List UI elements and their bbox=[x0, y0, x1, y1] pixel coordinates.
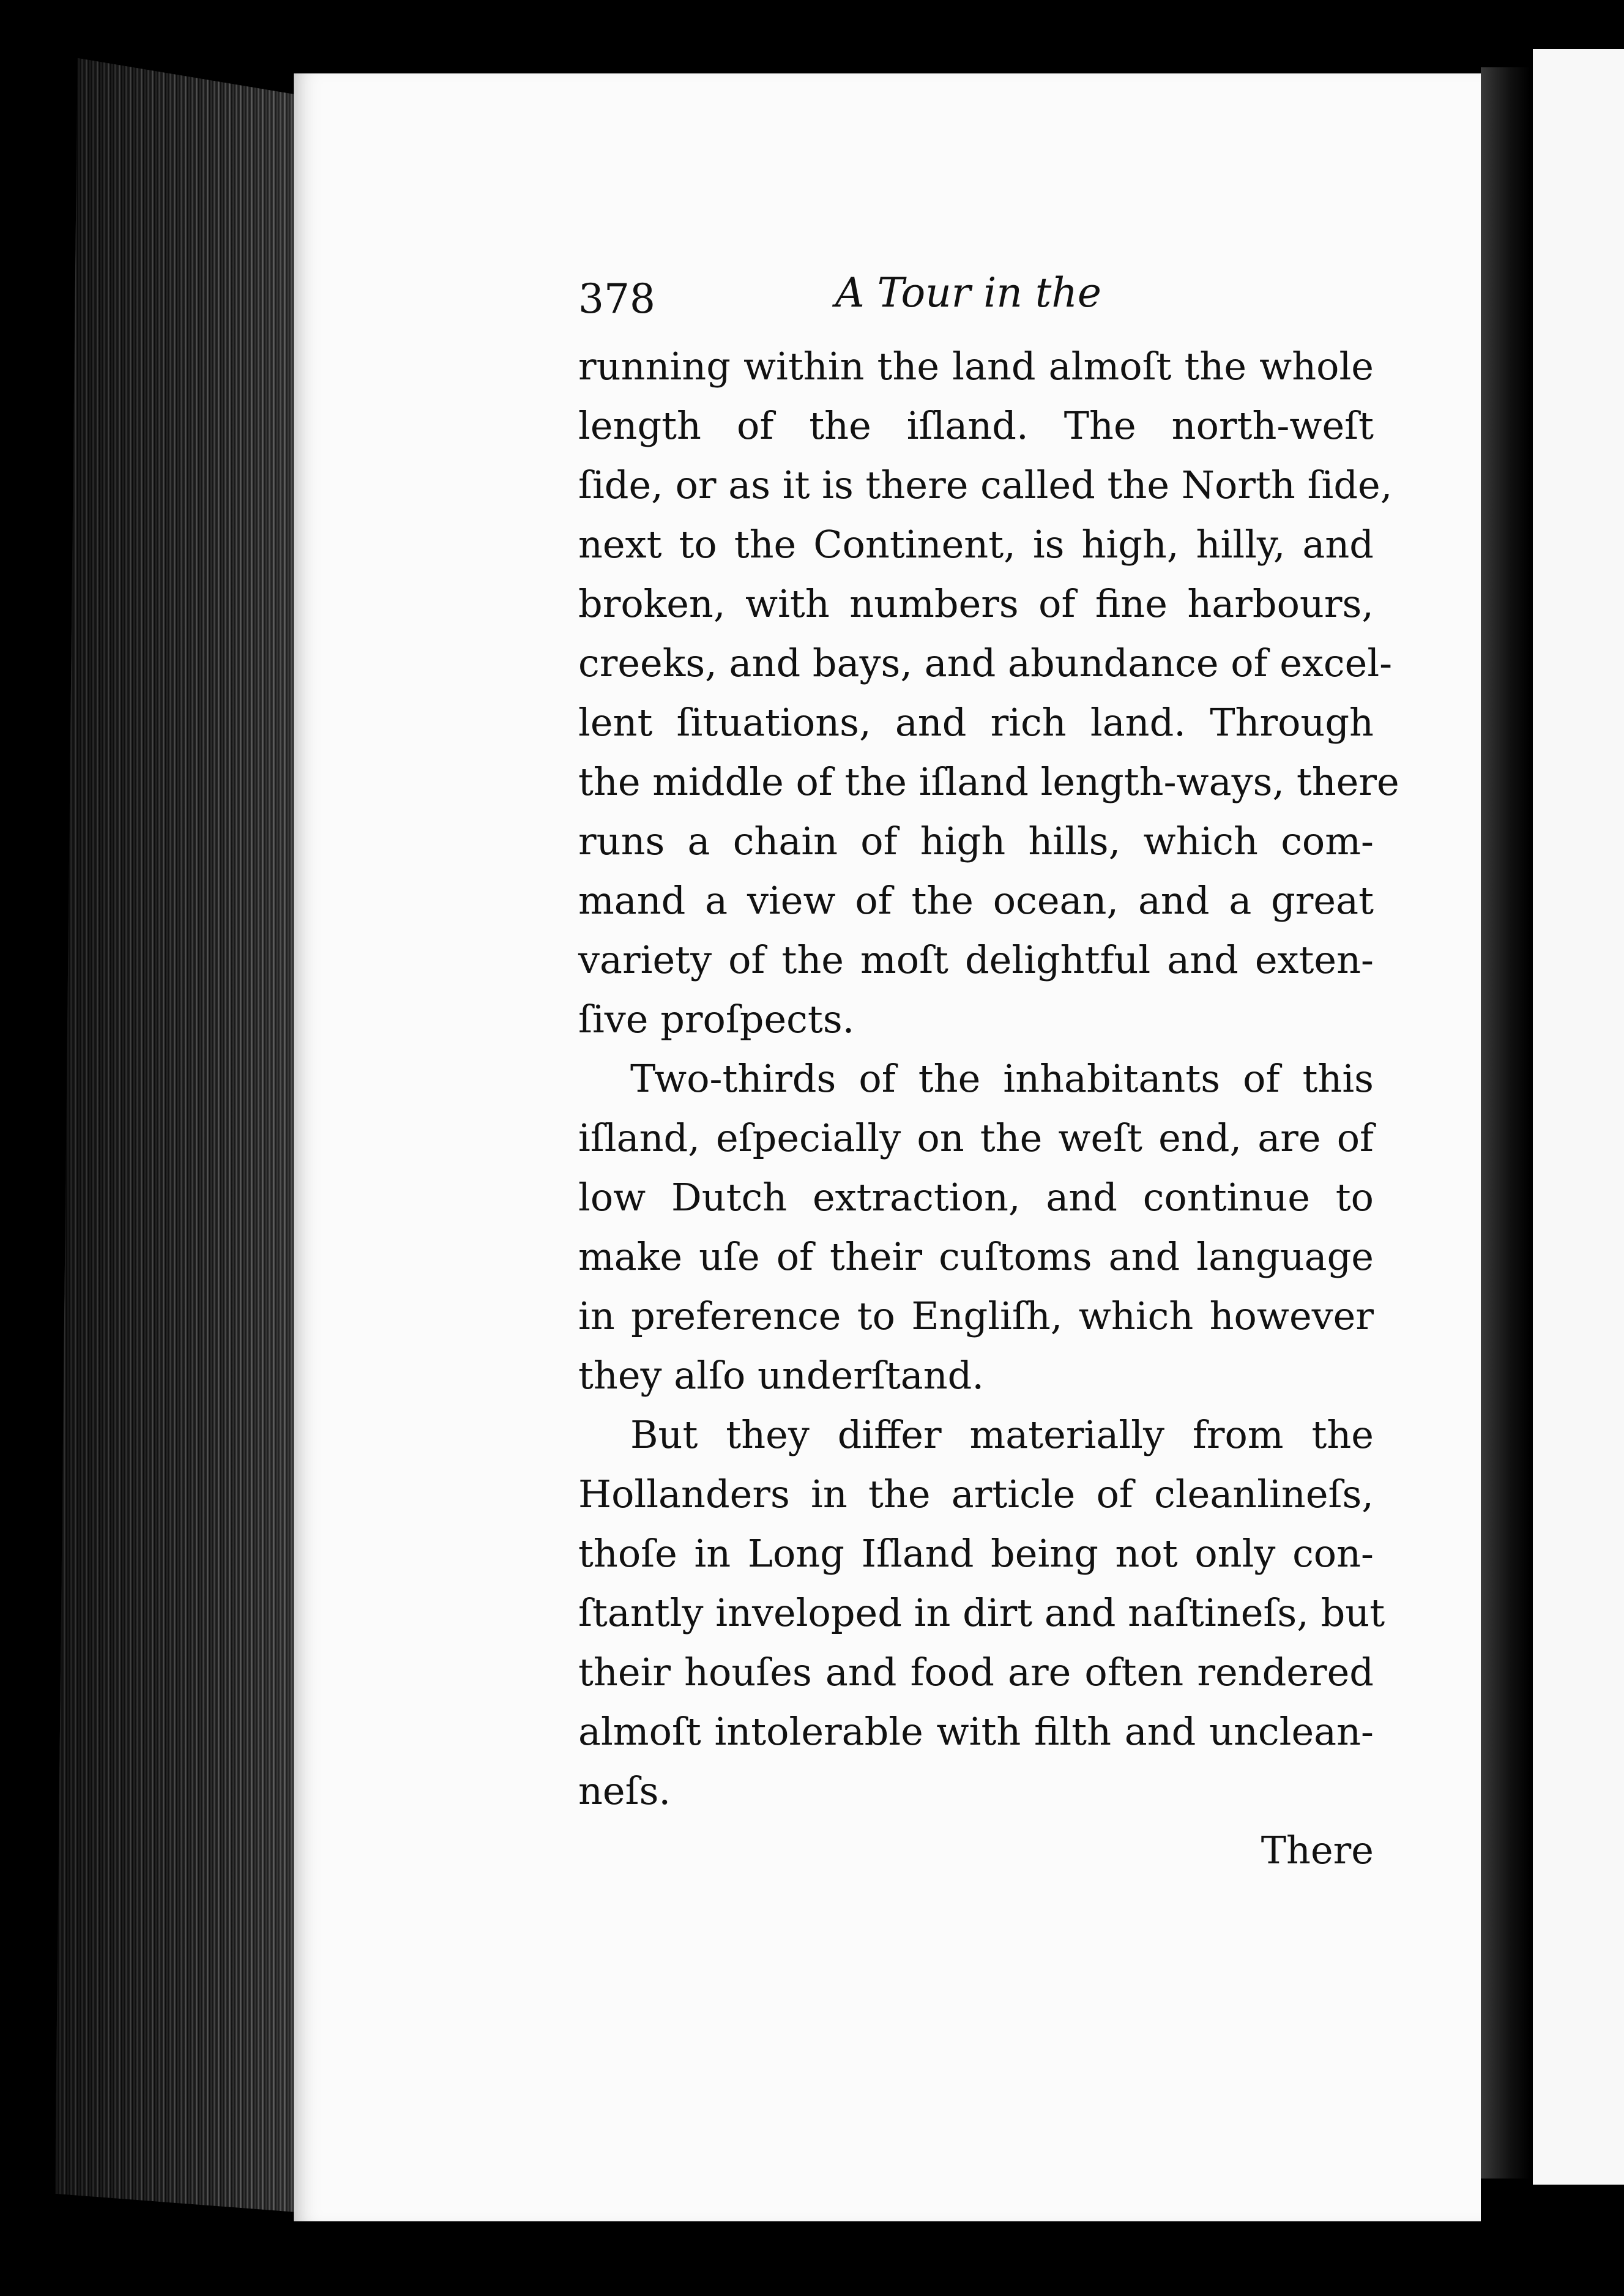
running-head: A Tour in the bbox=[835, 269, 1101, 316]
text-line: Two-thirds of the inhabitants of this bbox=[630, 1056, 1374, 1101]
text-line: variety of the moſt delightful and exten- bbox=[578, 937, 1374, 982]
text-line: ſive proſpects. bbox=[578, 997, 855, 1042]
text-line: in preference to Engliſh, which however bbox=[578, 1294, 1374, 1338]
text-line: the middle of the iſland length-ways, there bbox=[578, 759, 1399, 804]
book-gutter bbox=[1481, 67, 1530, 2179]
text-line: length of the iſland. The north-weſt bbox=[578, 403, 1374, 448]
text-line: running within the land almoſt the whole bbox=[578, 344, 1374, 389]
text-line: lent ſituations, and rich land. Through bbox=[578, 700, 1374, 745]
text-line: ſide, or as it is there called the North ſide, bbox=[578, 463, 1393, 507]
text-line: thoſe in Long Iſland being not only con- bbox=[578, 1531, 1374, 1576]
text-line: runs a chain of high hills, which com- bbox=[578, 819, 1374, 863]
text-line: creeks, and bays, and abundance of excel- bbox=[578, 641, 1393, 685]
paragraph-2 bbox=[578, 1049, 1374, 1405]
text-line: next to the Continent, is high, hilly, and bbox=[578, 522, 1374, 567]
catchword-line bbox=[578, 1821, 1374, 1880]
text-line: neſs. bbox=[578, 1769, 671, 1813]
text-line: Hollanders in the article of cleanlineſs, bbox=[578, 1472, 1374, 1516]
paragraph-1 bbox=[578, 337, 1399, 1049]
text-line: almoſt intolerable with filth and unclean- bbox=[578, 1709, 1374, 1754]
page-text bbox=[578, 269, 1399, 1880]
text-line: they alſo underſtand. bbox=[578, 1353, 985, 1398]
facing-page-edge bbox=[1533, 49, 1624, 2185]
page-header bbox=[578, 269, 1374, 337]
page-number: 378 bbox=[578, 275, 655, 322]
text-line: iſland, eſpecially on the weſt end, are of bbox=[578, 1116, 1374, 1160]
text-line: broken, with numbers of fine harbours, bbox=[578, 581, 1374, 626]
text-line: low Dutch extraction, and continue to bbox=[578, 1175, 1374, 1220]
paragraph-3 bbox=[578, 1405, 1385, 1821]
catchword: There bbox=[1261, 1828, 1374, 1873]
text-line: make uſe of their cuſtoms and language bbox=[578, 1234, 1374, 1279]
text-line: But they differ materially from the bbox=[630, 1412, 1374, 1457]
text-line: ſtantly inveloped in dirt and naſtineſs, but bbox=[578, 1590, 1385, 1635]
text-line: their houſes and food are often rendered bbox=[578, 1650, 1374, 1694]
text-line: mand a view of the ocean, and a great bbox=[578, 878, 1374, 923]
